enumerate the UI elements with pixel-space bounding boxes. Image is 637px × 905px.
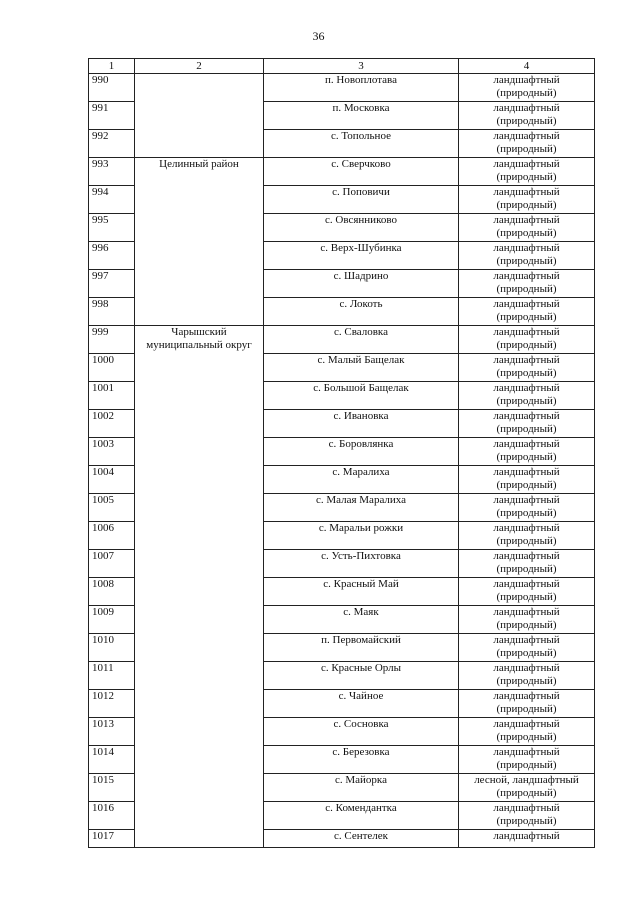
settlement-cell: с. Верх-Шубинка: [264, 242, 459, 270]
district-cell: Целинный район: [135, 158, 264, 326]
type-line-2: (природный): [496, 171, 557, 183]
settlement-cell: с. Малая Маралиха: [264, 494, 459, 522]
registry-table: [88, 58, 595, 848]
landscape-type-cell: [459, 606, 595, 634]
landscape-type-cell: [459, 578, 595, 606]
settlement-cell: с. Маяк: [264, 606, 459, 634]
type-line-2: (природный): [496, 563, 557, 575]
settlement-cell: с. Майорка: [264, 774, 459, 802]
type-line-1: ландшафтный: [493, 438, 560, 450]
type-line-2: (природный): [496, 787, 557, 799]
type-line-2: (природный): [496, 619, 557, 631]
landscape-type-cell: [459, 690, 595, 718]
landscape-type-cell: [459, 242, 595, 270]
type-line-2: (природный): [496, 367, 557, 379]
type-line-1: ландшафтный: [493, 578, 560, 590]
type-line-1: ландшафтный: [493, 718, 560, 730]
landscape-type-cell: [459, 382, 595, 410]
type-line-2: (природный): [496, 507, 557, 519]
type-line-2: (природный): [496, 199, 557, 211]
type-line-2: (природный): [496, 339, 557, 351]
settlement-cell: с. Чайное: [264, 690, 459, 718]
type-line-1: ландшафтный: [493, 550, 560, 562]
type-line-1: ландшафтный: [493, 662, 560, 674]
row-number-cell: 1013: [89, 718, 135, 746]
type-line-2: (природный): [496, 535, 557, 547]
type-line-2: (природный): [496, 255, 557, 267]
landscape-type-cell: [459, 186, 595, 214]
landscape-type-cell: [459, 746, 595, 774]
row-number-cell: 1011: [89, 662, 135, 690]
row-number-cell: 1006: [89, 522, 135, 550]
type-line-1: ландшафтный: [493, 830, 560, 842]
row-number-cell: 992: [89, 130, 135, 158]
type-line-1: ландшафтный: [493, 326, 560, 338]
type-line-1: ландшафтный: [493, 214, 560, 226]
row-number-cell: 1009: [89, 606, 135, 634]
settlement-cell: с. Маралиха: [264, 466, 459, 494]
table-row: [89, 74, 595, 102]
row-number-cell: 1015: [89, 774, 135, 802]
type-line-1: ландшафтный: [493, 494, 560, 506]
landscape-type-cell: [459, 802, 595, 830]
type-line-1: ландшафтный: [493, 130, 560, 142]
type-line-2: (природный): [496, 423, 557, 435]
row-number-cell: 1004: [89, 466, 135, 494]
type-line-1: ландшафтный: [493, 354, 560, 366]
settlement-cell: с. Шадрино: [264, 270, 459, 298]
row-number-cell: 1007: [89, 550, 135, 578]
settlement-cell: п. Первомайский: [264, 634, 459, 662]
landscape-type-cell: [459, 634, 595, 662]
settlement-cell: с. Локоть: [264, 298, 459, 326]
settlement-cell: п. Новоплотава: [264, 74, 459, 102]
settlement-cell: с. Маральи рожки: [264, 522, 459, 550]
landscape-type-cell: [459, 326, 595, 354]
type-line-1: лесной, ландшафтный: [474, 774, 579, 786]
row-number-cell: 993: [89, 158, 135, 186]
type-line-2: (природный): [496, 87, 557, 99]
landscape-type-cell: [459, 130, 595, 158]
row-number-cell: 999: [89, 326, 135, 354]
type-line-1: ландшафтный: [493, 690, 560, 702]
table-row: [89, 158, 595, 186]
type-line-2: (природный): [496, 143, 557, 155]
settlement-cell: с. Сентелек: [264, 830, 459, 848]
page-number: 36: [312, 29, 325, 43]
type-line-1: ландшафтный: [493, 746, 560, 758]
landscape-type-cell: [459, 774, 595, 802]
landscape-type-cell: [459, 214, 595, 242]
landscape-type-cell: [459, 494, 595, 522]
row-number-cell: 990: [89, 74, 135, 102]
row-number-cell: 1014: [89, 746, 135, 774]
table-header-row: [89, 59, 595, 74]
table-body: [89, 74, 595, 848]
type-line-2: (природный): [496, 227, 557, 239]
column-header-place: 3: [264, 59, 459, 74]
row-number-cell: 998: [89, 298, 135, 326]
row-number-cell: 1008: [89, 578, 135, 606]
row-number-cell: 991: [89, 102, 135, 130]
column-header-type: 4: [459, 59, 595, 74]
district-cell: Чарышский муниципальный округ: [135, 326, 264, 848]
settlement-cell: с. Сваловка: [264, 326, 459, 354]
type-line-2: (природный): [496, 731, 557, 743]
type-line-1: ландшафтный: [493, 74, 560, 86]
district-cell: [135, 74, 264, 158]
settlement-cell: п. Московка: [264, 102, 459, 130]
settlement-cell: с. Сверчково: [264, 158, 459, 186]
row-number-cell: 1002: [89, 410, 135, 438]
landscape-type-cell: [459, 158, 595, 186]
row-number-cell: 1017: [89, 830, 135, 848]
type-line-1: ландшафтный: [493, 382, 560, 394]
landscape-type-cell: [459, 522, 595, 550]
settlement-cell: с. Ивановка: [264, 410, 459, 438]
settlement-cell: с. Красные Орлы: [264, 662, 459, 690]
type-line-1: ландшафтный: [493, 606, 560, 618]
type-line-2: (природный): [496, 815, 557, 827]
row-number-cell: 1003: [89, 438, 135, 466]
type-line-2: (природный): [496, 759, 557, 771]
column-header-number: 1: [89, 59, 135, 74]
type-line-1: ландшафтный: [493, 270, 560, 282]
type-line-1: ландшафтный: [493, 802, 560, 814]
row-number-cell: 997: [89, 270, 135, 298]
column-header-district: 2: [135, 59, 264, 74]
landscape-type-cell: [459, 662, 595, 690]
row-number-cell: 996: [89, 242, 135, 270]
type-line-1: ландшафтный: [493, 410, 560, 422]
type-line-1: ландшафтный: [493, 466, 560, 478]
settlement-cell: с. Топольное: [264, 130, 459, 158]
type-line-2: (природный): [496, 675, 557, 687]
landscape-type-cell: [459, 550, 595, 578]
settlement-cell: с. Комендантка: [264, 802, 459, 830]
landscape-type-cell: [459, 354, 595, 382]
row-number-cell: 1000: [89, 354, 135, 382]
type-line-1: ландшафтный: [493, 102, 560, 114]
landscape-type-cell: [459, 438, 595, 466]
settlement-cell: с. Сосновка: [264, 718, 459, 746]
type-line-1: ландшафтный: [493, 186, 560, 198]
landscape-type-cell: [459, 270, 595, 298]
settlement-cell: с. Усть-Пихтовка: [264, 550, 459, 578]
type-line-2: (природный): [496, 311, 557, 323]
row-number-cell: 1005: [89, 494, 135, 522]
type-line-1: ландшафтный: [493, 242, 560, 254]
table-row: [89, 326, 595, 354]
landscape-type-cell: [459, 718, 595, 746]
settlement-cell: с. Поповичи: [264, 186, 459, 214]
landscape-type-cell: [459, 466, 595, 494]
landscape-type-cell: [459, 74, 595, 102]
row-number-cell: 1001: [89, 382, 135, 410]
settlement-cell: с. Малый Бащелак: [264, 354, 459, 382]
type-line-2: (природный): [496, 451, 557, 463]
row-number-cell: 1012: [89, 690, 135, 718]
type-line-1: ландшафтный: [493, 522, 560, 534]
type-line-2: (природный): [496, 703, 557, 715]
landscape-type-cell: [459, 410, 595, 438]
settlement-cell: с. Овсянниково: [264, 214, 459, 242]
settlement-cell: с. Боровлянка: [264, 438, 459, 466]
type-line-1: ландшафтный: [493, 634, 560, 646]
landscape-type-cell: [459, 298, 595, 326]
row-number-cell: 994: [89, 186, 135, 214]
type-line-2: (природный): [496, 115, 557, 127]
type-line-2: (природный): [496, 395, 557, 407]
row-number-cell: 1010: [89, 634, 135, 662]
type-line-1: ландшафтный: [493, 298, 560, 310]
landscape-type-cell: [459, 102, 595, 130]
type-line-2: (природный): [496, 647, 557, 659]
settlement-cell: с. Красный Май: [264, 578, 459, 606]
settlement-cell: с. Березовка: [264, 746, 459, 774]
type-line-2: (природный): [496, 479, 557, 491]
type-line-2: (природный): [496, 591, 557, 603]
landscape-type-cell: [459, 830, 595, 848]
type-line-1: ландшафтный: [493, 158, 560, 170]
settlement-cell: с. Большой Бащелак: [264, 382, 459, 410]
row-number-cell: 1016: [89, 802, 135, 830]
row-number-cell: 995: [89, 214, 135, 242]
type-line-2: (природный): [496, 283, 557, 295]
